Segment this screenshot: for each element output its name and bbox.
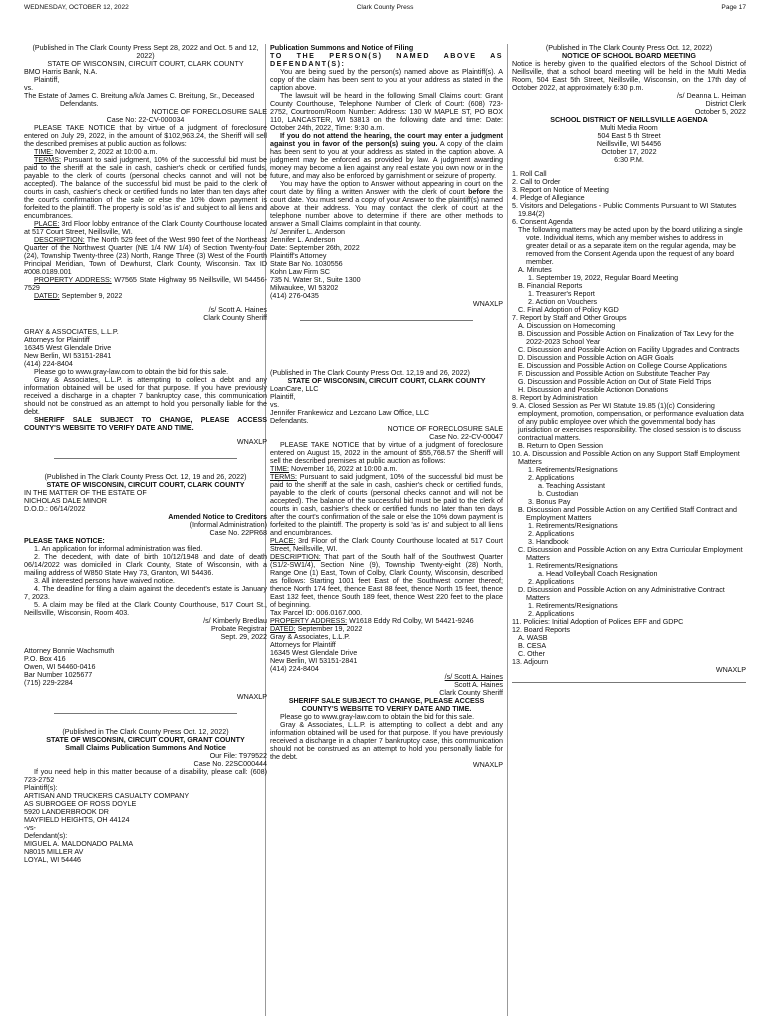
paragraph-text: A copy of the claim has been sent to you at your address as stated in the caption above. A judgment may be enforced as provided by law. A judgment awarding money may become a lien against any real estate you own now or in the future, and may also be enforced by garnishment or seizure of property. (270, 140, 504, 180)
notice-title: Amended Notice to Creditors (168, 513, 267, 521)
property-description (24, 236, 267, 276)
attorney-line: 16345 West Glendale Drive (24, 344, 112, 352)
notice-title: Small Claims Publication Summons And Notice (65, 744, 226, 752)
case-number: Case No. 22-CV-00047 (429, 433, 503, 441)
notice-title: NOTICE OF FORECLOSURE SALE (151, 108, 267, 116)
agenda-item: 10. A. Discussion and Possible Action on any Support Staff Employment Matters (512, 450, 740, 466)
publication-line: (Published in The Clark County Press Oct. 12, 2022) (545, 44, 713, 52)
field-label: TIME: (270, 465, 290, 473)
signature-line: /s/ Deanna L. Heiman (676, 92, 746, 100)
signature-block-line: (414) 276-0435 (270, 292, 319, 300)
notice-intro: PLEASE TAKE NOTICE that by virtue of a judgment of foreclosure entered on July 29, 2022, in the amount of $102,963.24, the Sheriff will sell the described premises at public auction as follows: (24, 124, 267, 148)
column-1 (24, 44, 267, 864)
signature-block-line: Jennifer L. Anderson (270, 236, 336, 244)
court-heading: STATE OF WISCONSIN, CIRCUIT COURT, CLARK COUNTY (47, 60, 244, 68)
notice-item: 5. A claim may be filed at the Clark County Courthouse, 517 Court St., Neillsville, Wisconsin, Room 403. (24, 601, 267, 617)
notice-separator (512, 682, 746, 683)
field-label: PROPERTY ADDRESS: (270, 617, 348, 625)
notice-code: WNAXLP (472, 300, 503, 308)
attorney-line: (414) 224-8404 (24, 360, 73, 368)
agenda-item: C. Discussion and Possible Action on any Extra Curricular Employment Matters (518, 546, 743, 562)
notice-line: LOYAL, WI 54446 (24, 856, 82, 864)
notice-line: MAYFIELD HEIGHTS, OH 44124 (24, 816, 130, 824)
tax-parcel: Tax Parcel ID: 006.0167.000. (270, 609, 363, 617)
attorney-line: GRAY & ASSOCIATES, L.L.P. (24, 328, 119, 336)
signature-block-line: 735 N. Water St., Suite 1300 (270, 276, 361, 284)
notice-title: NOTICE OF SCHOOL BOARD MEETING (562, 52, 696, 60)
notice-line: -vs- (24, 824, 36, 832)
agenda-item: 1. Treasurer's Report (528, 290, 595, 298)
notice-line: Defendant(s): (24, 832, 68, 840)
agenda-item: 7. Report by Staff and Other Groups (512, 314, 627, 322)
notice-title: Publication Summons and Notice of Filing (270, 44, 414, 52)
agenda-item: 2. Call to Order (512, 178, 561, 186)
plaintiff-name: BMO Harris Bank, N.A. (24, 68, 98, 76)
party-line: Defendants. (270, 417, 309, 425)
column-rule (507, 44, 508, 1016)
case-number: Case No. 22PR68 (209, 529, 267, 537)
header-page-number: Page 17 (721, 4, 746, 11)
agenda-item: 4. Pledge of Allegiance (512, 194, 585, 202)
property-address (24, 276, 267, 292)
signature-block-line: State Bar No. 1030556 (270, 260, 343, 268)
agenda-item: 1. Retirements/Resignations (528, 562, 618, 570)
column-2 (270, 44, 503, 769)
court-heading: STATE OF WISCONSIN, CIRCUIT COURT, CLARK COUNTY (287, 377, 486, 385)
sale-time (24, 148, 267, 156)
agenda-item: 3. Handbook (528, 538, 569, 546)
small-claims-notice (24, 728, 267, 864)
sale-place (24, 220, 267, 236)
agenda-item: 8. Report by Administration (512, 394, 598, 402)
agenda-item: D. Discussion and Possible Action on any Administrative Contract Matters (518, 586, 725, 602)
attorney-line: P.O. Box 416 (24, 655, 66, 663)
agenda-item: 2. Applications (528, 578, 575, 586)
signature-block-line: /s/ Jennifer L. Anderson (270, 228, 346, 236)
notice-line: 5920 LANDERBROOK DR (24, 808, 109, 816)
attorney-line: Attorneys for Plaintiff (270, 641, 336, 649)
attorney-line: New Berlin, WI 53151-2841 (270, 657, 358, 665)
agenda-address-line: 504 East 5 th Street (597, 132, 661, 140)
paragraph (270, 132, 503, 180)
agenda-item: C. Other (518, 650, 545, 658)
paragraph: The lawsuit will be heard in the following Small Claims court: Grant County Courthouse, Telephone Number of Clerk of Court: (608) 723-2752, Courtroom/Room Number: Address: 130 W MAPLE ST, PO BOX 110, LANCASTER, WI 53813 on the following date and time: Date: October 24th, 2022, Time: 9:30 a.m. (270, 92, 503, 132)
notice-code: WNAXLP (472, 761, 503, 769)
agenda-item: 1. Roll Call (512, 170, 547, 178)
agenda-item: The following matters may be acted upon by the board utilizing a single vote. Individual items, which any member wishes to address in greater detail or as a separate item on the regular agenda, may be removed from the Consent Agenda upon the request of any board member. (518, 226, 743, 266)
sale-time (270, 465, 503, 473)
field-value: W7565 State Highway 95 Neillsville, WI 54456-7529 (24, 276, 267, 292)
sale-place (270, 537, 503, 553)
notice-line: MIGUEL A. MALDONADO PALMA (24, 840, 134, 848)
signature-line: /s/ Kimberly Bredlau (203, 617, 267, 625)
column-3 (512, 44, 746, 683)
case-number: Case No. 22SC000444 (193, 760, 267, 768)
decedent-name: NICHOLAS DALE MINOR (24, 497, 107, 505)
field-value: W1618 Eddy Rd Colby, WI 54421-9246 (347, 617, 474, 625)
notice-separator (300, 320, 473, 321)
notice-code: WNAXLP (236, 438, 267, 446)
our-file: Our File: T979522 (209, 752, 267, 760)
case-number: Case No: 22-CV-000034 (106, 116, 185, 124)
bold-warning: If you do not attend the hearing, the court may enter a judgment against you in favor of the person(s) suing you. (270, 132, 503, 148)
field-label: DATED: (270, 625, 296, 633)
agenda-item: 6. Consent Agenda (512, 218, 573, 226)
agenda-item: C. Final Adoption of Policy KGD (518, 306, 619, 314)
agenda-item: B. Financial Reports (518, 282, 583, 290)
notice-separator (54, 458, 237, 459)
agenda-address-line: October 17, 2022 (601, 148, 657, 156)
agenda-item: 5. Visitors and Delegations - Public Comments Pursuant to WI Statutes 19.84(2) (512, 202, 737, 218)
agenda-item: B. Return to Open Session (518, 442, 603, 450)
bold-word: before (468, 188, 490, 196)
field-label: DATED: (34, 292, 60, 300)
field-value: Pursuant to said judgment, 10% of the successful bid must be paid to the sheriff at the sale in cash, cashier's check or certified funds, payable to the clerk of courts (personal checks cannot and will not be accepted). The balance of the successful bid must be paid to the clerk of courts in cash, cashier's check or certified funds no later than ten days after the court's confirmation of the sale or else the 10% down payment is forfeited to the plaintiff. The property is sold 'as is' and subject to all liens and encumbrances. (24, 156, 267, 220)
property-description (270, 553, 503, 609)
agenda-address-line: 6:30 P.M. (614, 156, 644, 164)
agenda-item: a. Teaching Assistant (538, 482, 605, 490)
signature-block-line: Kohn Law Firm SC (270, 268, 330, 276)
agenda-address-line: Neillsville, WI 54456 (596, 140, 662, 148)
attorney-line: Attorney Bonnie Wachsmuth (24, 647, 115, 655)
dated-line (270, 625, 503, 633)
versus: vs. (24, 84, 34, 92)
notice-line: N8015 MILLER AV (24, 848, 84, 856)
date-of-death: D.O.D.: 06/14/2022 (24, 505, 86, 513)
notice-item: 2. The decedent, with date of birth 10/12/1948 and date of death 06/14/2022 was domiciled in Clark County, State of Wisconsin, with a mailing address of W850 State Hwy 73, Granton, WI 54436. (24, 553, 267, 577)
sale-terms (24, 156, 267, 220)
notice-separator (54, 713, 237, 714)
debt-disclaimer: Gray & Associates, L.L.P. is attempting to collect a debt and any information obtained will be used for that purpose. If you have previously received a discharge in a chapter 7 bankruptcy case, this communication should not be construed as an attempt to hold you personally liable for the debt. (270, 721, 503, 761)
party-line: vs. (270, 401, 280, 409)
agenda-item: B. Discussion and Possible Action on any Certified Staff Contract and Employment Matters (518, 506, 737, 522)
signature-block-line: Plaintiff's Attorney (270, 252, 327, 260)
agenda-item: A. Discussion on Homecoming (518, 322, 616, 330)
agenda-item: 2. Applications (528, 610, 575, 618)
field-value: September 19, 2022 (295, 625, 363, 633)
header-date: WEDNESDAY, OCTOBER 12, 2022 (24, 4, 129, 11)
sale-change-warning: SHERIFF SALE SUBJECT TO CHANGE, PLEASE ACCESS COUNTY'S WEBSITE TO VERIFY DATE AND TIME. (24, 416, 267, 432)
field-label: DESCRIPTION: (270, 553, 321, 561)
agenda-item: b. Custodian (538, 490, 579, 498)
attorney-line: Bar Number 1025677 (24, 671, 93, 679)
plaintiff-role: Plaintiff, (34, 76, 60, 84)
dated-line (24, 292, 267, 300)
notice-line: AS SUBROGEE OF ROSS DOYLE (24, 800, 137, 808)
agenda-item: 9. A. Closed Session as Per WI Statute 19.85 (1)(c) Considering employment, promotion, compensation, or performance evaluation data of any public employee over which the governmental body has jurisdiction or exercises responsibility. The closed session is to discuss contractual matters. (512, 402, 744, 442)
meeting-notice-body: Notice is hereby given to the qualified electors of the School District of Neillsville, that a school board meeting will be held in the Multi Media Room, 504 East 5th Street, Neillsville, Wisconsin, on the 17th day of October 2022, at approximately 6:30 p.m. (512, 60, 746, 92)
agenda-item: a. Head Volleyball Coach Resignation (538, 570, 658, 578)
attorney-line: New Berlin, WI 53151-2841 (24, 352, 112, 360)
agenda-item: B. Discussion and Possible Action on Finalization of Tax Levy for the 2022-2023 School Year (518, 330, 734, 346)
agenda-item: A. WASB (518, 634, 548, 642)
agenda-item: 1. Retirements/Resignations (528, 522, 618, 530)
attorney-line: (715) 229-2284 (24, 679, 73, 687)
signature-date: October 5, 2022 (694, 108, 746, 116)
signature-title: District Clerk (705, 100, 746, 108)
field-value: September 9, 2022 (59, 292, 123, 300)
foreclosure-notice-bmo (24, 44, 267, 446)
signature-block-line: Milwaukee, WI 53202 (270, 284, 339, 292)
website-note: Please go to www.gray-law.com to obtain the bid for this sale. (34, 368, 229, 376)
signature-title: Clark County Sheriff (203, 314, 267, 322)
field-label: TIME: (34, 148, 54, 156)
foreclosure-notice-loancare (270, 369, 503, 769)
agenda-item: 3. Report on Notice of Meeting (512, 186, 609, 194)
field-value: Pursuant to said judgment, 10% of the successful bid must be paid to the sheriff at the sale in cash, cashier's check or certified funds, payable to the clerk of courts (personal checks cannot and will not be accepted). The balance of the successful bid must be paid to the clerk of courts in cash, cashier's check or certified funds no later than ten days after the court's confirmation of the sale or else the 10% down payment is forfeited to the plaintiff. The property is sold 'as is' and subject to all liens and encumbrances. (270, 473, 503, 537)
field-label: TERMS: (34, 156, 61, 164)
signature-title: Probate Registrar (211, 625, 267, 633)
publication-line: (Published in The Clark County Press Oct. 12, 19 and 26, 2022) (44, 473, 247, 481)
attorney-line: Gray & Associates, L.L.P. (270, 633, 351, 641)
notice-item: 3. All interested persons have waived notice. (34, 577, 175, 585)
attorney-line: Owen, WI 54460-0416 (24, 663, 96, 671)
notice-code: WNAXLP (236, 693, 267, 701)
agenda-item: 11. Policies: Initial Adoption of Polices EFF and GDPC (512, 618, 684, 626)
agenda-title: SCHOOL DISTRICT OF NEILLSVILLE AGENDA (550, 116, 708, 124)
paragraph-text: the court date. You must send a copy of your Answer to the plaintiff(s) named above at their address. You may contact the clerk of court at the telephone number above to determine if there are other methods to answer a Small Claims complaint in that county. (270, 188, 503, 228)
paragraph-text: You may have the option to Answer without appearing in court on the court date by filing a written Answer with the clerk of court (270, 180, 503, 196)
website-note: Please go to www.gray-law.com to obtain the bid for this sale. (280, 713, 475, 721)
agenda-item: A. Minutes (518, 266, 552, 274)
field-label: PLACE: (34, 220, 60, 228)
agenda-item: 1. Retirements/Resignations (528, 466, 618, 474)
party-line: Jennifer Frankewicz and Lezcano Law Office, LLC (270, 409, 430, 417)
field-value: November 2, 2022 at 10:00 a.m. (53, 148, 158, 156)
field-value: That part of the South half of the Southwest Quarter (S1/2-SW1/4), Section Nine (9), Township Twenty-eight (28) North, Range One (1) East, Town of Colby, Clark County, Wisconsin, described as follows: Starting 1001 feet East of the Southwest corner thereof; thence North 174 feet, thence East 88 feet, thence North 15 feet, thence East 132 feet, thence South 189 feet, thence West 220 feet to the place of beginning. (270, 553, 503, 609)
agenda-item: 2. Action on Vouchers (528, 298, 598, 306)
agenda-item: B. CESA (518, 642, 547, 650)
agenda-item: C. Discussion and Possible Action on Facility Upgrades and Contracts (518, 346, 740, 354)
field-value: 3rd Floor lobby entrance of the Clark County Courthouse located at 517 Court Street, Neillsville, WI. (24, 220, 267, 236)
paragraph: You are being sued by the person(s) named above as Plaintiff(s). A copy of the claim has been sent to you at your address as stated in the caption above. (270, 68, 503, 92)
agenda-item: 1. Retirements/Resignations (528, 602, 618, 610)
agenda-item: E. Discussion and Possible Action on College Course Applications (518, 362, 727, 370)
matter-line: IN THE MATTER OF THE ESTATE OF (24, 489, 147, 497)
signature-line: /s/ Scott A. Haines (208, 306, 267, 314)
field-value: 3rd Floor of the Clark County Courthouse located at 517 Court Street, Neillsville, WI. (270, 537, 503, 553)
notice-code: WNAXLP (715, 666, 746, 674)
property-address (270, 617, 503, 625)
please-take-notice: PLEASE TAKE NOTICE: (24, 537, 105, 545)
party-line: Plaintiff, (270, 393, 296, 401)
agenda-list (512, 170, 746, 666)
publication-line: (Published in The Clark County Press Sept 28, 2022 and Oct. 5 and 12, 2022) (32, 44, 259, 60)
small-claims-summons (270, 44, 503, 308)
sale-terms (270, 473, 503, 537)
debt-disclaimer: Gray & Associates, L.L.P. is attempting to collect a debt and any information obtained will be used for that purpose. If you have previously received a discharge in a chapter 7 bankruptcy case, this communication should not be construed as an attempt to hold you personally liable for the debt. (24, 376, 267, 416)
attorney-line: 16345 West Glendale Drive (270, 649, 358, 657)
field-label: TERMS: (270, 473, 297, 481)
field-label: PLACE: (270, 537, 296, 545)
signature-name: Scott A. Haines (454, 681, 503, 689)
signature-line: /s/ Scott A. Haines (444, 673, 503, 681)
defendant-name: The Estate of James C. Breitung a/k/a James C. Breitung, Sr., Deceased (24, 92, 255, 100)
estate-notice-minor (24, 473, 267, 701)
signature-block-line: Date: September 26th, 2022 (270, 244, 360, 252)
publication-line: (Published in The Clark County Press Oct. 12, 2022) (62, 728, 229, 736)
field-label: DESCRIPTION: (34, 236, 85, 244)
publication-line: (Published in The Clark County Press Oct. 12,19 and 26, 2022) (270, 369, 470, 377)
field-value: The North 529 feet of the West 990 feet of the Northeast Quarter of the Northwest Quarter (NE 1/4 NW 1/4) of Section Twenty-four (24), Township Twenty-three (23) North, Range Three (3) West of the Fourth Principal Meridian, Town of Dewhurst, Clark County, Wisconsin. Tax ID #008.0189.001 (24, 236, 267, 276)
notice-line: Plaintiff(s): (24, 784, 58, 792)
agenda-item: 12. Board Reports (512, 626, 570, 634)
agenda-address-line: Multi Media Room (600, 124, 658, 132)
notice-item: 1. An application for informal administration was filed. (34, 545, 203, 553)
agenda-item: G. Discussion and Possible Action on Out of State Field Trips (518, 378, 712, 386)
attorney-line: Attorneys for Plaintiff (24, 336, 90, 344)
notice-subtitle: (Informal Administration) (189, 521, 267, 529)
court-heading: STATE OF WISCONSIN, CIRCUIT COURT, CLARK COUNTY (46, 481, 245, 489)
notice-title: NOTICE OF FORECLOSURE SALE (387, 425, 503, 433)
agenda-item: 13. Adjourn (512, 658, 549, 666)
header-publication: Clark County Press (356, 4, 414, 11)
agenda-item: 2. Applications (528, 474, 575, 482)
defendant-role: Defendants. (60, 100, 99, 108)
field-value: November 16, 2022 at 10:00 a.m. (289, 465, 398, 473)
agenda-item: 3. Bonus Pay (528, 498, 571, 506)
notice-item: 4. The deadline for filing a claim against the decedent's estate is January 7, 2023. (24, 585, 267, 601)
agenda-item: F. Discussion and Possible Action on Substitute Teacher Pay (518, 370, 710, 378)
field-label: PROPERTY ADDRESS: (34, 276, 112, 284)
agenda-item: H. Discussion and Possible Actionon Donations (518, 386, 669, 394)
court-heading: STATE OF WISCONSIN, CIRCUIT COURT, GRANT COUNTY (46, 736, 245, 744)
signature-title: Clark County Sheriff (439, 689, 503, 697)
running-header (24, 4, 746, 16)
attorney-line: (414) 224-8404 (270, 665, 319, 673)
notice-intro: PLEASE TAKE NOTICE that by virtue of a judgment of foreclosure entered on August 15, 2022 in the amount of $55,768.57 the Sheriff will sell the described premises at public auction as follows: (270, 441, 503, 465)
signature-date: Sept. 29, 2022 (220, 633, 267, 641)
agenda-item: 1. September 19, 2022, Regular Board Meeting (528, 274, 679, 282)
notice-line: If you need help in this matter because of a disability, please call: (608) 723-2752 (24, 768, 267, 784)
sale-change-warning: SHERIFF SALE SUBJECT TO CHANGE, PLEASE ACCESS COUNTY'S WEBSITE TO VERIFY DATE AND TIME. (288, 697, 485, 713)
party-line: LoanCare, LLC (270, 385, 319, 393)
agenda-item: D. Discussion and Possible Action on AGR Goals (518, 354, 674, 362)
addressee: TO THE PERSON(S) NAMED ABOVE AS DEFENDANT(S): (270, 52, 503, 68)
notice-line: ARTISAN AND TRUCKERS CASUALTY COMPANY (24, 792, 190, 800)
agenda-item: 2. Applications (528, 530, 575, 538)
paragraph (270, 180, 503, 228)
